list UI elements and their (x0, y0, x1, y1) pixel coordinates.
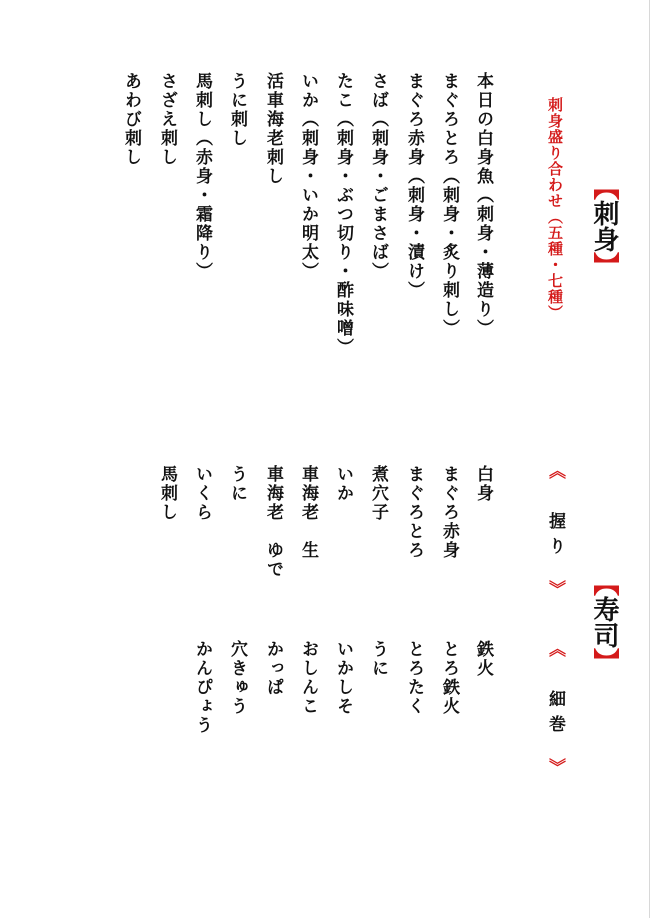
hosomaki-open-mark: 《 (545, 640, 565, 657)
nigiri-item: 車海老 生 (298, 465, 318, 560)
sashimi-item: たこ（刺身・ぶつ切り・酢味噌） (333, 72, 353, 357)
sashimi-heading-text: 刺身 (589, 200, 619, 252)
sushi-heading-text: 寿司 (589, 596, 619, 648)
sashimi-item: 馬刺し（赤身・霜降り） (192, 72, 212, 281)
hosomaki-item: かっぱ (263, 640, 283, 697)
nigiri-close-mark: 》 (545, 580, 565, 597)
nigiri-item: 白身 (473, 465, 493, 503)
sashimi-item: うに刺し (227, 72, 247, 148)
hosomaki-item: かんぴょう (192, 640, 212, 735)
sashimi-item: まぐろとろ（刺身・炙り刺し） (439, 72, 459, 338)
sashimi-item: さば（刺身・ごまさば） (368, 72, 388, 281)
sashimi-heading: 【刺身】 (589, 174, 619, 278)
hosomaki-close-mark: 》 (545, 758, 565, 775)
hosomaki-label: 細巻 (545, 690, 565, 740)
sashimi-item: 活車海老刺し (263, 72, 283, 186)
nigiri-item: 馬刺し (157, 465, 177, 522)
sashimi-item: さざえ刺し (157, 72, 177, 167)
hosomaki-item: 鉄火 (473, 640, 493, 678)
hosomaki-item: とろ鉄火 (439, 640, 459, 716)
nigiri-item: まぐろ赤身 (439, 465, 459, 560)
nigiri-open-mark: 《 (545, 462, 565, 479)
sashimi-item: あわび刺し (121, 72, 141, 167)
hosomaki-item: 穴きゅう (227, 640, 247, 716)
nigiri-item: うに (227, 465, 247, 503)
moriawase-item: 刺身盛り合わせ（五種・七種） (546, 97, 564, 321)
hosomaki-item: おしんこ (298, 640, 318, 716)
sashimi-item: まぐろ赤身（刺身・漬け） (404, 72, 424, 300)
nigiri-item: いか (333, 465, 353, 503)
nigiri-item: まぐろとろ (404, 465, 424, 560)
nigiri-label: 握り (545, 512, 565, 562)
sushi-heading: 【寿司】 (589, 570, 619, 674)
hosomaki-item: とろたく (404, 640, 424, 716)
sashimi-item: 本日の白身魚（刺身・薄造り） (473, 72, 493, 338)
nigiri-item: 車海老 ゆで (263, 465, 283, 579)
nigiri-item: 煮穴子 (368, 465, 388, 522)
nigiri-item: いくら (192, 465, 212, 522)
hosomaki-item: うに (368, 640, 388, 678)
sashimi-item: いか（刺身・いか明太） (298, 72, 318, 281)
hosomaki-item: いかしそ (333, 640, 353, 716)
